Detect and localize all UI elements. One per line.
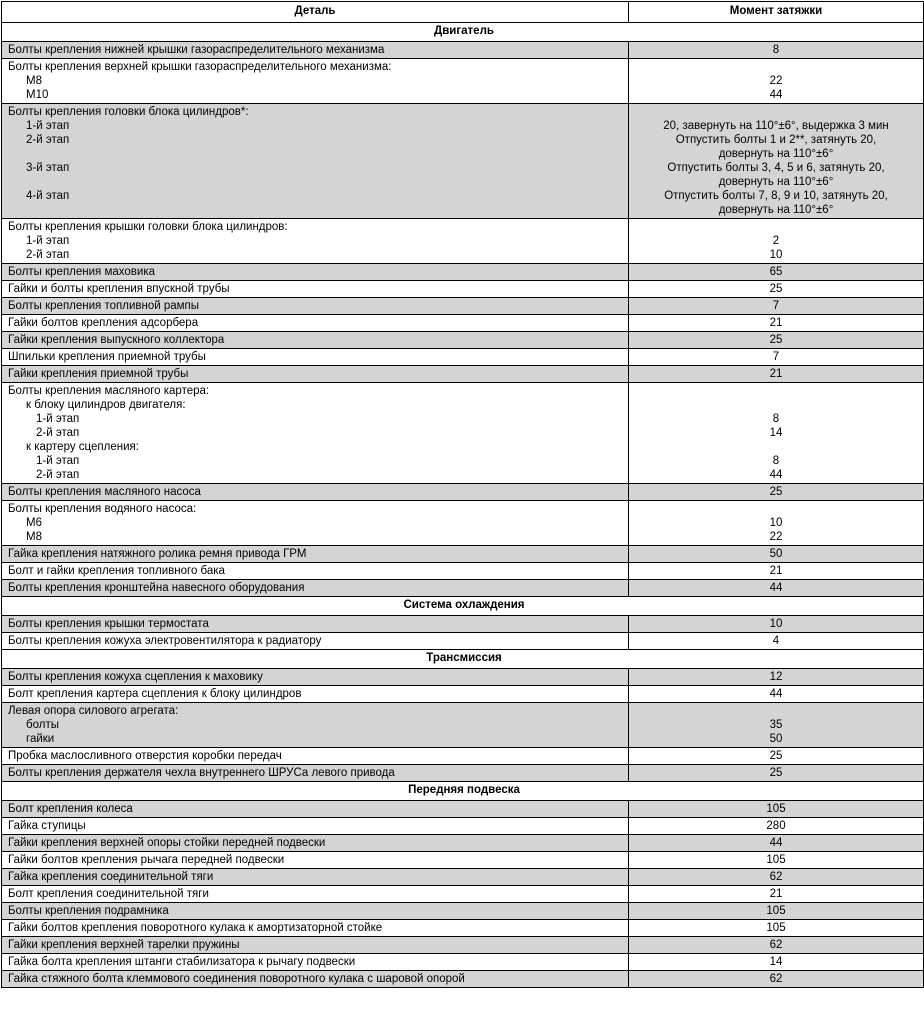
- detail-text: Болты крепления головки блока цилиндров*:: [8, 106, 249, 118]
- torque-value: 44: [769, 688, 783, 700]
- detail-text: Болты крепления нижней крышки газораспределительного механизма: [8, 44, 385, 56]
- detail-cell: [2, 383, 629, 484]
- torque-value: 62: [769, 939, 783, 951]
- torque-value: 25: [769, 767, 783, 779]
- torque-value: Отпустить болты 3, 4, 5 и 6, затянуть 20,: [667, 162, 885, 174]
- torque-cell: [629, 281, 924, 298]
- detail-text: Болты крепления верхней крышки газораспределительного механизма:: [8, 61, 392, 73]
- torque-value: 50: [769, 548, 783, 560]
- table-row: [2, 937, 924, 954]
- detail-text: Болты крепления крышки головки блока цилиндров:: [8, 221, 288, 233]
- torque-cell: [629, 971, 924, 988]
- detail-text: Болты крепления топливной рампы: [8, 300, 200, 312]
- detail-cell: [2, 349, 629, 366]
- table-row: [2, 686, 924, 703]
- torque-value: довернуть на 110°±6°: [718, 204, 834, 216]
- table-row: [2, 818, 924, 835]
- detail-text: Гайка стяжного болта клеммового соединения поворотного кулака с шаровой опорой: [8, 973, 465, 985]
- table-row: [2, 546, 924, 563]
- torque-cell: [629, 765, 924, 782]
- torque-value: 20, завернуть на 110°±6°, выдержка 3 мин: [663, 120, 889, 132]
- torque-value: довернуть на 110°±6°: [718, 148, 834, 160]
- table-row: [2, 281, 924, 298]
- torque-cell: [629, 903, 924, 920]
- detail-text: 4-й этап: [26, 190, 70, 202]
- torque-value: 44: [769, 837, 783, 849]
- torque-cell: [629, 703, 924, 748]
- torque-cell: [629, 937, 924, 954]
- table-row: [2, 703, 924, 748]
- torque-value: 8: [772, 44, 780, 56]
- detail-cell: [2, 42, 629, 59]
- detail-cell: [2, 835, 629, 852]
- detail-cell: [2, 669, 629, 686]
- torque-cell: [629, 748, 924, 765]
- torque-value: 21: [769, 317, 783, 329]
- torque-value: Отпустить болты 7, 8, 9 и 10, затянуть 20,: [664, 190, 888, 202]
- detail-cell: [2, 616, 629, 633]
- torque-value: 10: [769, 618, 783, 630]
- section-title: Трансмиссия: [2, 650, 924, 669]
- torque-cell: [629, 315, 924, 332]
- section-row: [2, 782, 924, 801]
- detail-text: гайки: [26, 733, 55, 745]
- torque-value: 8: [772, 455, 780, 467]
- header-detail: Деталь: [2, 2, 629, 23]
- torque-value: 14: [769, 427, 783, 439]
- torque-value: 50: [769, 733, 783, 745]
- detail-cell: [2, 298, 629, 315]
- detail-cell: [2, 501, 629, 546]
- torque-value: 280: [766, 820, 786, 832]
- detail-cell: [2, 563, 629, 580]
- torque-value: 21: [769, 565, 783, 577]
- torque-cell: [629, 686, 924, 703]
- detail-cell: [2, 366, 629, 383]
- detail-cell: [2, 315, 629, 332]
- detail-cell: [2, 954, 629, 971]
- detail-cell: [2, 264, 629, 281]
- detail-text: Болты крепления масляного картера:: [8, 385, 210, 397]
- torque-cell: [629, 501, 924, 546]
- detail-text: Болты крепления кожуха сцепления к маховику: [8, 671, 263, 683]
- torque-value: 25: [769, 750, 783, 762]
- torque-cell: [629, 42, 924, 59]
- detail-cell: [2, 971, 629, 988]
- detail-cell: [2, 484, 629, 501]
- detail-cell: [2, 937, 629, 954]
- table-body: [2, 23, 924, 988]
- detail-text: Шпильки крепления приемной трубы: [8, 351, 206, 363]
- torque-value: 14: [769, 956, 783, 968]
- table-row: [2, 59, 924, 104]
- detail-cell: [2, 281, 629, 298]
- detail-text: Болты крепления маховика: [8, 266, 156, 278]
- torque-value: 4: [772, 635, 780, 647]
- torque-value: 21: [769, 368, 783, 380]
- detail-text: Гайка ступицы: [8, 820, 86, 832]
- detail-cell: [2, 104, 629, 219]
- table-row: [2, 971, 924, 988]
- torque-cell: [629, 818, 924, 835]
- torque-value: 8: [772, 413, 780, 425]
- torque-cell: [629, 366, 924, 383]
- torque-value: 7: [772, 351, 780, 363]
- torque-value: 25: [769, 283, 783, 295]
- detail-text: Гайки болтов крепления рычага передней подвески: [8, 854, 285, 866]
- detail-text: Гайки болтов крепления адсорбера: [8, 317, 199, 329]
- torque-value: 25: [769, 334, 783, 346]
- detail-cell: [2, 580, 629, 597]
- torque-value: довернуть на 110°±6°: [718, 176, 834, 188]
- table-row: [2, 869, 924, 886]
- table-row: [2, 748, 924, 765]
- table-row: [2, 219, 924, 264]
- table-row: [2, 801, 924, 818]
- torque-cell: [629, 546, 924, 563]
- detail-cell: [2, 765, 629, 782]
- torque-cell: [629, 104, 924, 219]
- detail-text: 1-й этап: [36, 413, 80, 425]
- detail-text: к блоку цилиндров двигателя:: [26, 399, 186, 411]
- detail-text: Гайка крепления соединительной тяги: [8, 871, 214, 883]
- torque-value: 21: [769, 888, 783, 900]
- detail-text: Гайки болтов крепления поворотного кулака к амортизаторной стойке: [8, 922, 383, 934]
- torque-value: 105: [766, 854, 786, 866]
- torque-value: 105: [766, 922, 786, 934]
- detail-text: Гайки и болты крепления впускной трубы: [8, 283, 230, 295]
- detail-cell: [2, 332, 629, 349]
- torque-value: 44: [769, 469, 783, 481]
- torque-cell: [629, 835, 924, 852]
- section-row: [2, 650, 924, 669]
- detail-cell: [2, 219, 629, 264]
- torque-value: 22: [769, 531, 783, 543]
- detail-text: Болт крепления колеса: [8, 803, 133, 815]
- torque-value: 12: [769, 671, 783, 683]
- detail-text: 3-й этап: [26, 162, 70, 174]
- torque-cell: [629, 633, 924, 650]
- table-row: [2, 920, 924, 937]
- detail-text: М8: [26, 531, 42, 543]
- table-row: [2, 42, 924, 59]
- table-row: [2, 852, 924, 869]
- table-row: [2, 315, 924, 332]
- detail-cell: [2, 801, 629, 818]
- torque-cell: [629, 920, 924, 937]
- table-row: [2, 484, 924, 501]
- detail-text: 2-й этап: [26, 134, 70, 146]
- detail-cell: [2, 59, 629, 104]
- torque-cell: [629, 852, 924, 869]
- torque-cell: [629, 332, 924, 349]
- detail-text: Левая опора силового агрегата:: [8, 705, 179, 717]
- table-row: [2, 765, 924, 782]
- torque-value: 35: [769, 719, 783, 731]
- torque-value: 25: [769, 486, 783, 498]
- section-row: [2, 23, 924, 42]
- section-title: Двигатель: [2, 23, 924, 42]
- torque-cell: [629, 383, 924, 484]
- detail-text: М10: [26, 89, 49, 101]
- torque-value: 10: [769, 517, 783, 529]
- detail-text: Гайка болта крепления штанги стабилизатора к рычагу подвески: [8, 956, 356, 968]
- table-row: [2, 669, 924, 686]
- detail-text: болты: [26, 719, 59, 731]
- detail-cell: [2, 748, 629, 765]
- table-row: [2, 349, 924, 366]
- detail-text: Болты крепления держателя чехла внутреннего ШРУСа левого привода: [8, 767, 395, 779]
- table-row: [2, 616, 924, 633]
- torque-cell: [629, 298, 924, 315]
- torque-cell: [629, 801, 924, 818]
- torque-cell: [629, 616, 924, 633]
- detail-cell: [2, 818, 629, 835]
- detail-text: Гайки крепления приемной трубы: [8, 368, 189, 380]
- table-row: [2, 954, 924, 971]
- torque-cell: [629, 954, 924, 971]
- detail-text: М8: [26, 75, 42, 87]
- torque-value: 105: [766, 803, 786, 815]
- detail-cell: [2, 546, 629, 563]
- torque-cell: [629, 869, 924, 886]
- detail-text: Болты крепления кронштейна навесного оборудования: [8, 582, 305, 594]
- torque-value: 2: [772, 235, 780, 247]
- detail-text: к картеру сцепления:: [26, 441, 139, 453]
- detail-text: 2-й этап: [36, 427, 80, 439]
- detail-text: М6: [26, 517, 42, 529]
- table-row: [2, 264, 924, 281]
- detail-cell: [2, 869, 629, 886]
- table-row: [2, 501, 924, 546]
- table-row: [2, 366, 924, 383]
- torque-cell: [629, 219, 924, 264]
- detail-text: Болты крепления масляного насоса: [8, 486, 201, 498]
- torque-table: [1, 1, 924, 988]
- detail-cell: [2, 703, 629, 748]
- section-row: [2, 597, 924, 616]
- detail-cell: [2, 852, 629, 869]
- torque-value: 10: [769, 249, 783, 261]
- table-row: [2, 383, 924, 484]
- torque-value: 65: [769, 266, 783, 278]
- torque-value: 105: [766, 905, 786, 917]
- torque-value: 44: [769, 89, 783, 101]
- table-row: [2, 886, 924, 903]
- torque-cell: [629, 484, 924, 501]
- torque-cell: [629, 669, 924, 686]
- torque-value: 7: [772, 300, 780, 312]
- torque-cell: [629, 580, 924, 597]
- section-title: Система охлаждения: [2, 597, 924, 616]
- torque-cell: [629, 349, 924, 366]
- table-row: [2, 835, 924, 852]
- table-row: [2, 563, 924, 580]
- torque-value: 44: [769, 582, 783, 594]
- detail-text: 1-й этап: [36, 455, 80, 467]
- detail-cell: [2, 686, 629, 703]
- detail-text: Болты крепления подрамника: [8, 905, 169, 917]
- detail-text: Гайки крепления верхней тарелки пружины: [8, 939, 240, 951]
- header-row: [2, 2, 924, 23]
- detail-text: Болты крепления кожуха электровентилятора к радиатору: [8, 635, 322, 647]
- detail-text: Болт крепления соединительной тяги: [8, 888, 209, 900]
- detail-cell: [2, 920, 629, 937]
- detail-text: Гайка крепления натяжного ролика ремня привода ГРМ: [8, 548, 307, 560]
- detail-text: Болты крепления водяного насоса:: [8, 503, 197, 515]
- detail-text: 2-й этап: [36, 469, 80, 481]
- table-row: [2, 903, 924, 920]
- header-torque: Момент затяжки: [629, 2, 924, 23]
- table-row: [2, 104, 924, 219]
- table-row: [2, 633, 924, 650]
- detail-cell: [2, 633, 629, 650]
- torque-value: 62: [769, 871, 783, 883]
- detail-text: Гайки крепления выпускного коллектора: [8, 334, 225, 346]
- torque-value: Отпустить болты 1 и 2**, затянуть 20,: [675, 134, 877, 146]
- detail-cell: [2, 903, 629, 920]
- detail-cell: [2, 886, 629, 903]
- detail-text: 1-й этап: [26, 120, 70, 132]
- table-row: [2, 580, 924, 597]
- torque-cell: [629, 886, 924, 903]
- detail-text: Болт и гайки крепления топливного бака: [8, 565, 225, 577]
- detail-text: Пробка маслосливного отверстия коробки передач: [8, 750, 282, 762]
- torque-cell: [629, 264, 924, 281]
- detail-text: 2-й этап: [26, 249, 70, 261]
- table-row: [2, 298, 924, 315]
- torque-value: 62: [769, 973, 783, 985]
- torque-cell: [629, 563, 924, 580]
- detail-text: Болт крепления картера сцепления к блоку цилиндров: [8, 688, 302, 700]
- detail-text: Болты крепления крышки термостата: [8, 618, 209, 630]
- torque-cell: [629, 59, 924, 104]
- section-title: Передняя подвеска: [2, 782, 924, 801]
- detail-text: 1-й этап: [26, 235, 70, 247]
- table-row: [2, 332, 924, 349]
- torque-value: 22: [769, 75, 783, 87]
- detail-text: Гайки крепления верхней опоры стойки передней подвески: [8, 837, 326, 849]
